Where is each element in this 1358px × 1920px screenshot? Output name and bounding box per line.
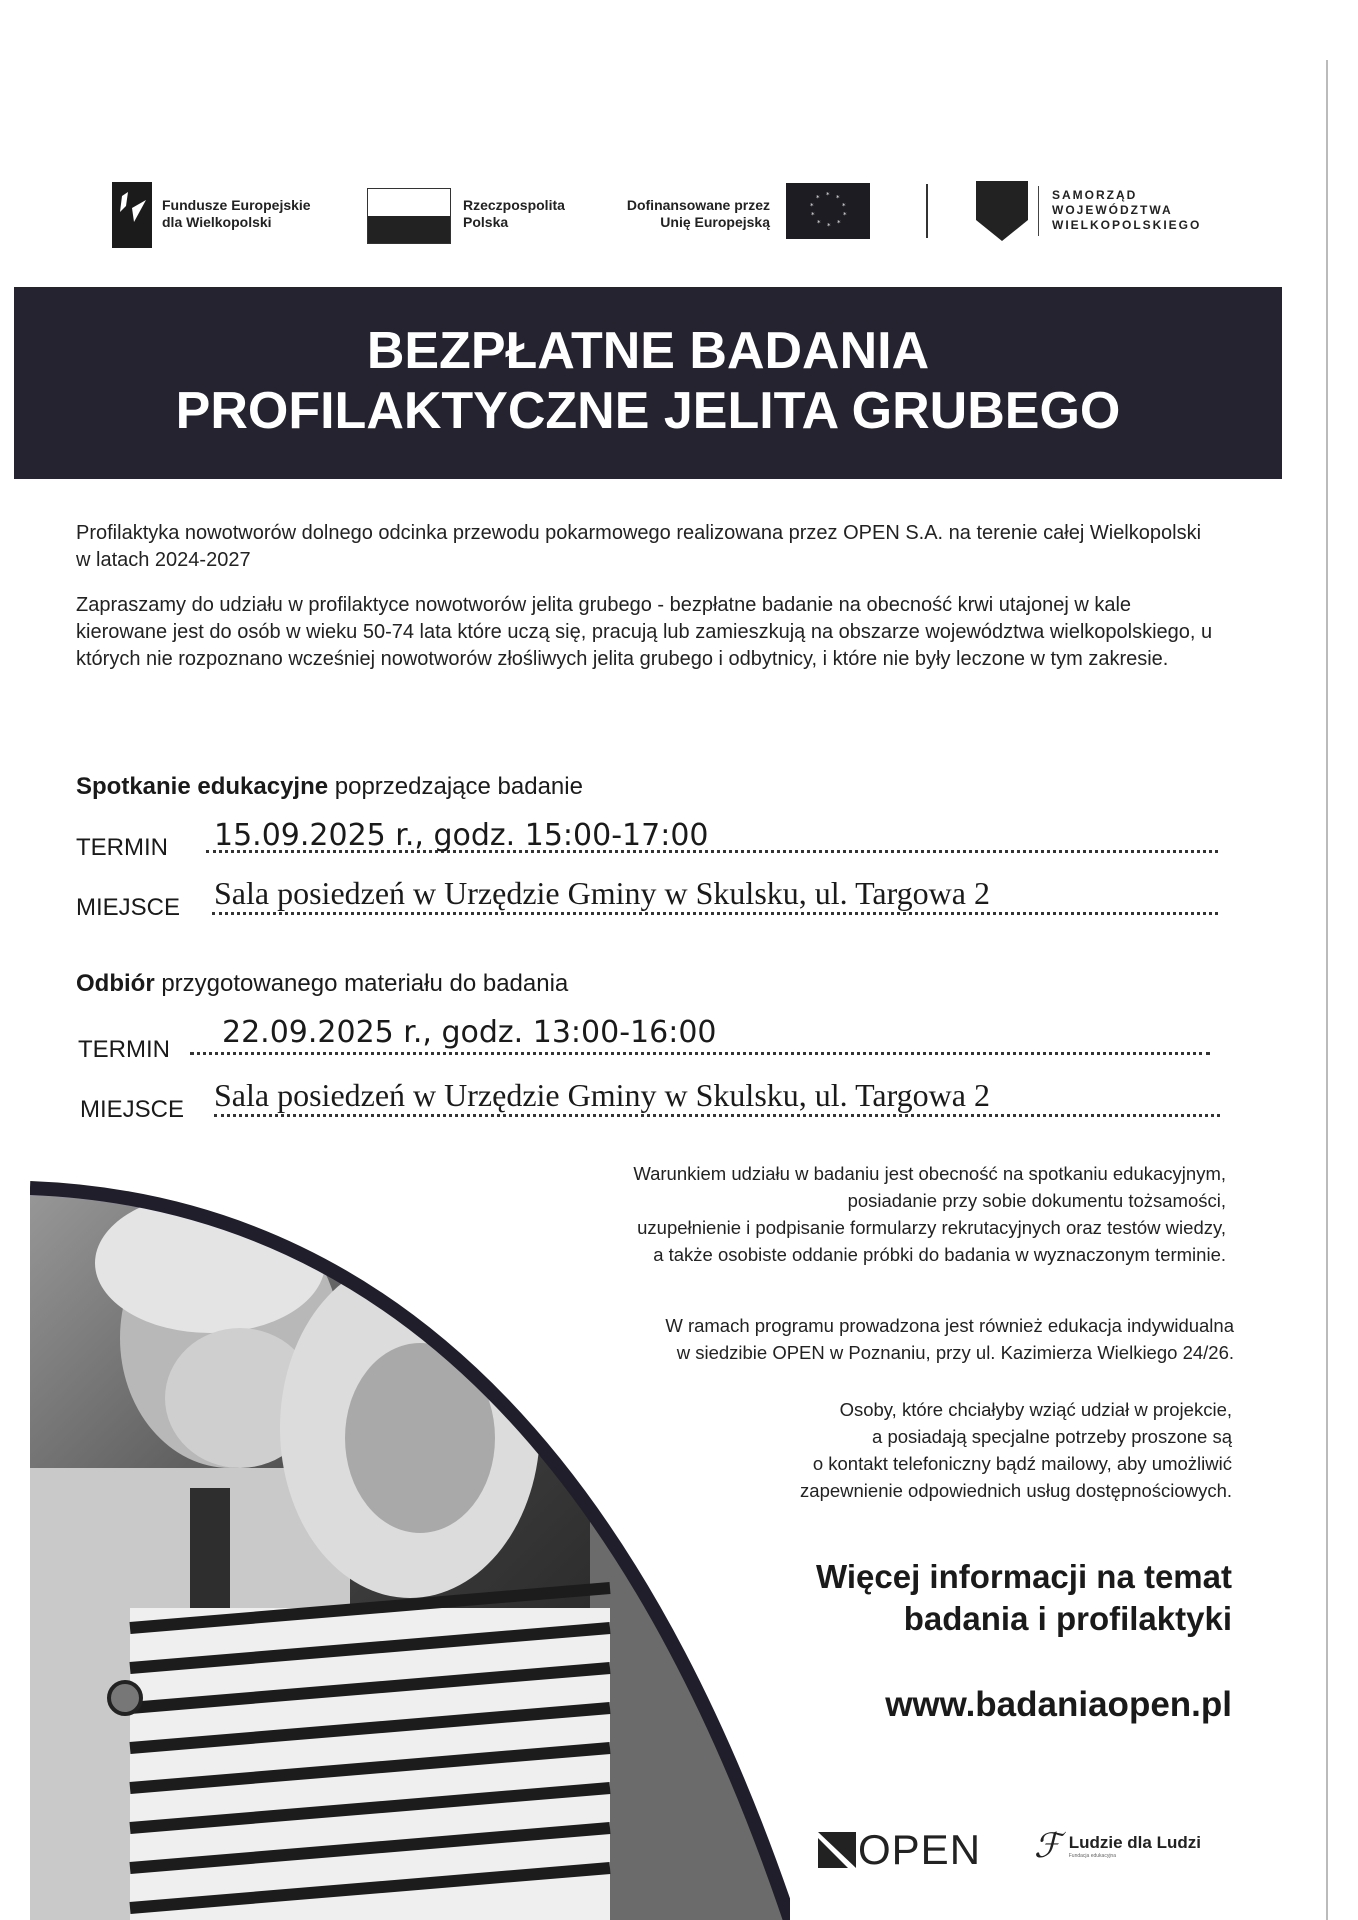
ldl-logo [1034,1826,1201,1866]
pickup-heading-bold: Odbiór [76,970,155,997]
couple-photo [30,1168,790,1920]
page-edge [1326,60,1328,1920]
pickup-miejsce-value: Sala posiedzeń w Urzędzie Gminy w Skulsku, ul. Targowa 2 [214,1077,990,1113]
individual-education-paragraph: W ramach programu prowadzona jest również edukacja indywidualna w siedzibie OPEN w Poznaniu, przy ul. Kazimierza Wielkiego 24/26. [665,1315,1234,1363]
open-logo-mark-icon [818,1832,856,1868]
ldl-mark-icon: ℱ [1034,1826,1061,1866]
logo-divider [926,184,928,238]
svg-text:*: * [843,211,847,219]
open-logo-text: OPEN [858,1826,982,1873]
svg-text:*: * [842,202,846,210]
ldl-logo-text: Ludzie dla Ludzi [1068,1833,1201,1852]
eu-text: Dofinansowane przez Unię Europejską [626,197,770,230]
banner-line-2: PROFILAKTYCZNE JELITA GRUBEGO [175,382,1121,440]
meeting-miejsce-label: MIEJSCE [76,894,181,921]
pickup-miejsce-label: MIEJSCE [80,1096,185,1123]
fe-name: Fundusze Europejskie dla Wielkopolski [162,197,311,230]
pickup-termin-value: 22.09.2025 r., godz. 13:00-16:00 [222,1015,717,1050]
poland-flag [367,188,451,244]
open-logo [818,1826,981,1874]
pickup-heading [76,970,568,998]
svg-text:*: * [827,222,831,230]
svg-text:*: * [817,219,821,227]
pickup-termin-label: TERMIN [78,1036,170,1063]
conditions-paragraph: Warunkiem udziału w badaniu jest obecność na spotkaniu edukacyjnym, posiadanie przy sobie dokumentu tożsamości, uzupełnienie i podpisanie formularzy rekrutacyjnych oraz testów wiedzy, a także osobiste oddanie próbki do badania w wyznaczonym terminie. [633,1163,1226,1265]
title-banner [14,287,1282,479]
crest-divider [1038,186,1039,236]
fe-logo [112,182,152,248]
more-info-heading: Więcej informacji na temat badania i profilaktyki [816,1558,1232,1637]
intro-paragraph-2: Zapraszamy do udziału w profilaktyce nowotworów jelita grubego - bezpłatne badanie na obecność krwi utajonej w kale kierowane jest do osób w wieku 50-74 lata które uczą się, pracują lub zamieszkują na obszarze województwa wielkopolskiego, u których nie rozpoznano wcześniej nowotworów złośliwych jelita grubego i odbytnicy, i które nie były leczone w tym zakresie. [76,594,1213,670]
pickup-termin-dots [190,1050,1210,1055]
meeting-heading-bold: Spotkanie edukacyjne [76,773,329,800]
eagle-crest-icon [976,181,1028,241]
accessibility-paragraph: Osoby, które chciałyby wziąć udział w projekcie, a posiadają specjalne potrzeby proszone są o kontakt telefoniczny bądź mailowy, aby umożliwić zapewnienie odpowiednich usług dostępnościowych. [800,1399,1232,1501]
meeting-termin-label: TERMIN [76,834,168,861]
intro-paragraph-1: Profilaktyka nowotworów dolnego odcinka przewodu pokarmowego realizowana przez OPEN S.A. na terenie całej Wielkopolski w latach 2024-2027 [76,522,1202,571]
svg-text:*: * [826,191,830,199]
meeting-heading [76,773,583,801]
svg-text:*: * [810,202,814,210]
rp-name: Rzeczpospolita Polska [463,197,565,230]
svg-text:*: * [811,211,815,219]
meeting-termin-value: 15.09.2025 r., godz. 15:00-17:00 [214,818,709,853]
eu-flag [786,183,870,239]
website-link[interactable]: www.badaniaopen.pl [885,1685,1232,1724]
samorzad-name: SAMORZĄD WOJEWÓDZTWA WIELKOPOLSKIEGO [1052,188,1202,232]
pickup-heading-rest: przygotowanego materiału do badania [154,970,569,997]
ldl-logo-sub: Fundacja edukacyjna [1068,1853,1116,1859]
svg-text:*: * [836,194,840,202]
svg-text:*: * [837,219,841,227]
banner-title [14,321,1282,441]
banner-line-1: BEZPŁATNE BADANIA [366,322,930,380]
meeting-miejsce-value: Sala posiedzeń w Urzędzie Gminy w Skulsku, ul. Targowa 2 [214,875,990,911]
meeting-heading-rest: poprzedzające badanie [328,773,583,800]
svg-text:*: * [816,194,820,202]
